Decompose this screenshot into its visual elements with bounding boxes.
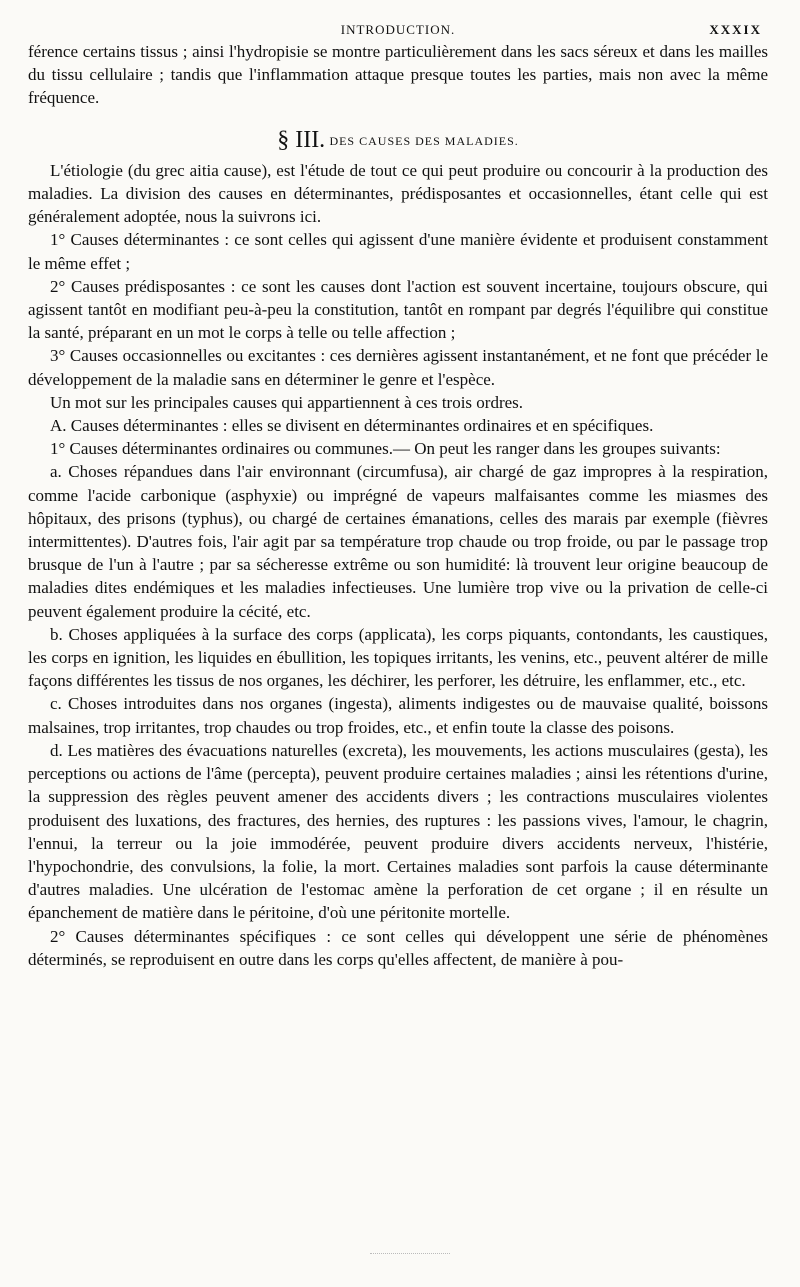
page-body bbox=[28, 40, 768, 971]
paragraph-occasionnelles: 3° Causes occasionnelles ou excitantes : ces dernières agissent instantanément, et ne font que précéder le développement de la maladie sans en déterminer le genre et l'espèce. bbox=[28, 346, 768, 389]
paragraph-predisposantes: 2° Causes prédisposantes : ce sont les causes dont l'action est souvent incertaine, toujours obscure, qui agissent tantôt en modifiant peu-à-peu la constitution, tantôt en rompant par degrés l'équilibre qui constitue la santé, préparant en un mot le corps à telle ou telle affection ; bbox=[28, 276, 768, 343]
section-title: DES CAUSES DES MALADIES. bbox=[329, 133, 519, 148]
paragraph-mot: Un mot sur les principales causes qui appartiennent à ces trois ordres. bbox=[50, 392, 524, 412]
paragraph-applicata: b. Choses appliquées à la surface des corps (applicata), les corps piquants, contondants, les caustiques, les corps en ignition, les liquides en ébullition, les topiques irritants, les venins, etc., peuvent altérer de mille façons différentes les tissus de nos organes, les déchirer, les perforer, les détruire, les enflammer, etc., etc. bbox=[28, 624, 768, 691]
paragraph-continuation: férence certains tissus ; ainsi l'hydropisie se montre particulièrement dans les sacs séreux et dans les mailles du tissu cellulaire ; tandis que l'inflammation attaque presque toutes les parties, mais non avec la même fréquence. bbox=[28, 42, 768, 108]
running-header bbox=[28, 18, 768, 40]
section-heading bbox=[28, 128, 768, 153]
paragraph-excreta: d. Les matières des évacuations naturelles (excreta), les mouvements, les actions musculaires (gesta), les perceptions ou actions de l'âme (percepta), peuvent produire certaines maladies ; ainsi les rétentions d'urine, la suppression des règles peuvent amener des accidents divers ; les contractions musculaires violentes produisent des luxations, des fractures, des hernies, des ruptures : les passions vives, l'amour, le chagrin, l'ennui, la terreur ou la joie immodérée, peuvent produire divers accidents nerveux, l'histérie, l'hypochondrie, des convulsions, la folie, la mort. Certaines maladies sont parfois la cause déterminante d'autres maladies. Une ulcération de l'estomac amène la perforation de cet organe ; il en résulte un épanchement de matière dans le péritoine, d'où une péritonite mortelle. bbox=[28, 740, 768, 923]
print-smudge bbox=[370, 1250, 450, 1254]
section-number: § III. bbox=[277, 126, 326, 153]
page-number: XXXIX bbox=[709, 22, 762, 37]
paragraph-circumfusa: a. Choses répandues dans l'air environnant (circumfusa), air chargé de gaz impropres à la respiration, comme l'acide carbonique (asphyxie) ou imprégné de vapeurs malfaisantes comme les miasmes des hôpitaux, des prisons (typhus), ou chargé de certaines émanations, celles des marais par exemple (fièvres intermittentes). D'autres fois, l'air agit par sa température trop chaude ou trop froide, ou par le passage trop brusque de l'un à l'autre ; par sa sécheresse extrême ou son humidité: là trouvent leur origine beaucoup de maladies dites endémiques et les maladies infectieuses. Une lumière trop vive ou la privation de celle-ci peuvent également produire la cécité, etc. bbox=[28, 462, 768, 621]
paragraph-etiology: L'étiologie (du grec aitia cause), est l'étude de tout ce qui peut produire ou concourir à la production des maladies. La division des causes en déterminantes, prédisposantes et occasionnelles, étant celle qui est généralement adoptée, nous la suivrons ici. bbox=[28, 160, 768, 227]
paragraph-specifiques: 2° Causes déterminantes spécifiques : ce sont celles qui développent une série de phénomènes déterminés, se reproduisent en outre dans les corps qu'elles affectent, de manière à pou- bbox=[28, 926, 768, 969]
paragraph-determinantes: 1° Causes déterminantes : ce sont celles qui agissent d'une manière évidente et produisent constamment le même effet ; bbox=[28, 230, 768, 273]
paragraph-ingesta: c. Choses introduites dans nos organes (ingesta), aliments indigestes ou de mauvaise qualité, boissons malsaines, trop irritantes, trop chaudes ou trop froides, etc., et enfin toute la classe des poisons. bbox=[28, 694, 768, 737]
running-title: INTRODUCTION. bbox=[340, 22, 456, 37]
paragraph-a: A. Causes déterminantes : elles se divisent en déterminantes ordinaires et en spécifiques. bbox=[50, 416, 654, 436]
paragraph-ordinaires: 1° Causes déterminantes ordinaires ou communes.— On peut les ranger dans les groupes suivants: bbox=[50, 439, 721, 459]
